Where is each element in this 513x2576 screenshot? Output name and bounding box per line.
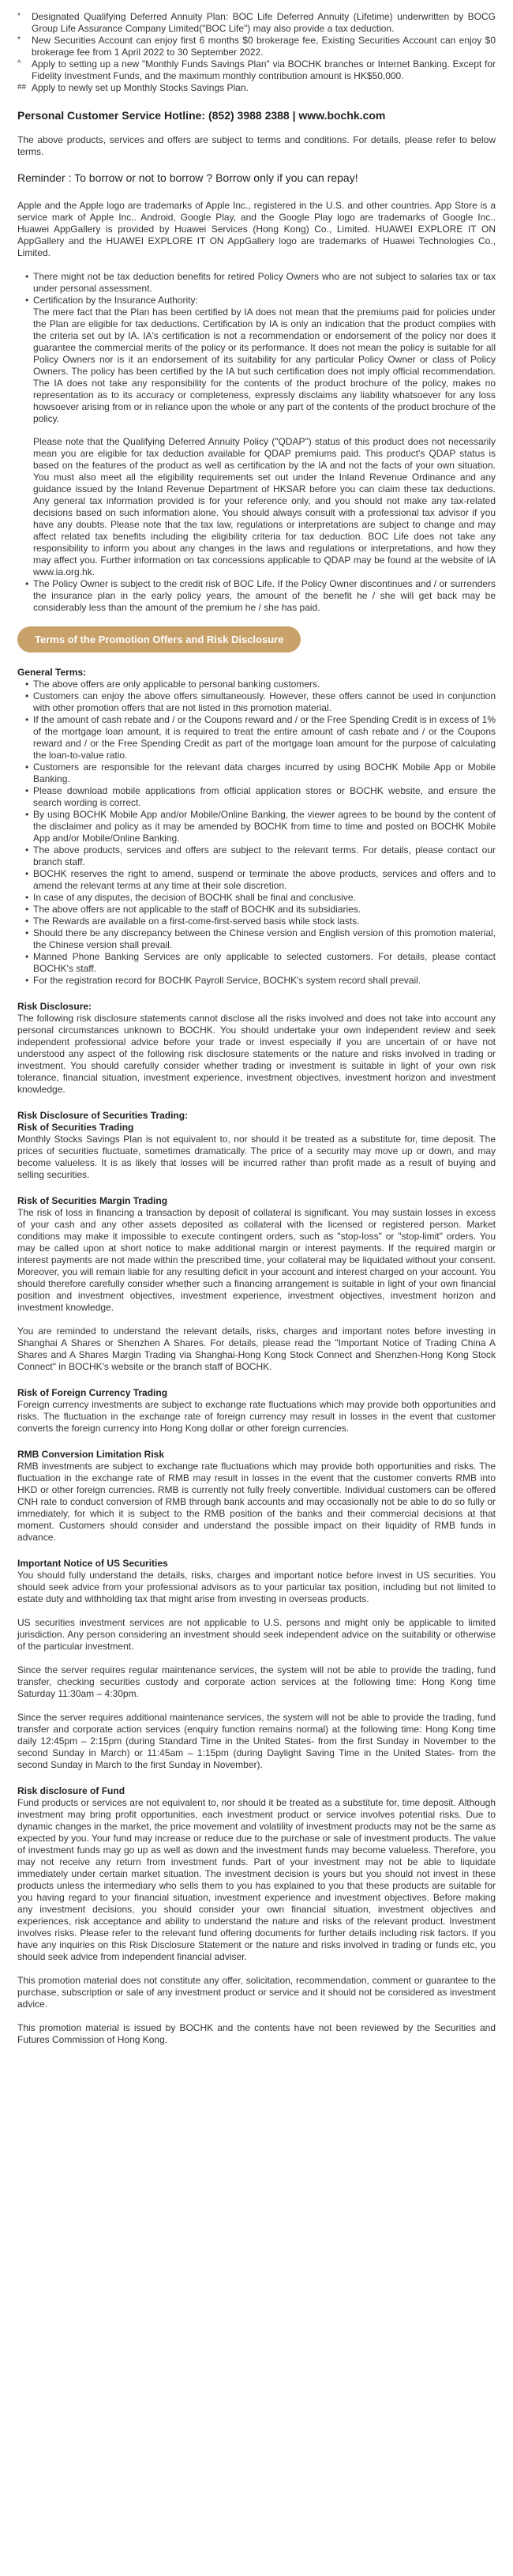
tax-notice-item [25, 295, 496, 578]
fund-risk-text: Fund products or services are not equivalent to, nor should it be treated as a substitute for, time deposit. Although investment may bring profit opportunities, each investment product or service involves potential risks. Due to dynamic changes in the market, the price movement and volatility of investment products may not be the same as expected by you. Your fund may increase or reduce due to the purchase or sale of investment products. The value of investment funds may go up as well as down and the investment funds may become valueless. Therefore, you may not receive any return from investment funds. Part of your investment may not be able to liquidate immediately under certain market situation. The investment decision is yours but you should not invest in these products unless the intermediary who sells them to you has explained to you that these products are suitable for you having regard to your financial situation, investment experience and investment objectives. Before making any investment decisions, you should consider your own financial situation, investment objectives and experiences, risk acceptance and ability to understand the nature and risks of the relevant product. Investment involves risks. Please refer to the relevant fund offering documents for further details including risk factors. If you have any inquiries on this Risk Disclosure Statement or the nature and risks involved in trading or funds etc, you should seek advice from independent financial adviser. [17, 1797, 496, 1962]
securities-risk-text: Monthly Stocks Savings Plan is not equivalent to, nor should it be treated as a substitute for, time deposit. The prices of securities fluctuate, sometimes dramatically. The price of a security may move up or down, and may become valueless. It is as likely that losses will be incurred rather than profit made as a result of buying and selling securities. [17, 1134, 496, 1180]
general-term-item: • The above offers are not applicable to the staff of BOCHK and its subsidiaries. [25, 904, 496, 916]
fund-risk-title: Risk disclosure of Fund [17, 1785, 125, 1796]
footnote-text: New Securities Account can enjoy first 6 months $0 brokerage fee, Existing Securities Account can enjoy $0 brokerage fee from 1 April 2022 to 30 September 2022. [32, 35, 496, 58]
terms-button-wrap [17, 625, 496, 667]
general-term-item: • The Rewards are available on a first-come-first-served basis while stock lasts. [25, 916, 496, 927]
terms-intro: The above products, services and offers are subject to terms and conditions. For details, please refer to below terms. [17, 134, 496, 157]
general-terms-list [17, 679, 496, 987]
us-maintenance-regular: Since the server requires regular maintenance services, the system will not be able to provide the trading, fund transfer, checking securities custody and corporate action services at the following time: Hong Kong time Saturday 11:30am – 4:30pm. [17, 1664, 496, 1699]
tax-notice-text: • There might not be tax deduction benefits for retired Policy Owners who are not subject to salaries tax or tax under personal assessment. [33, 271, 496, 294]
trademark-notice: Apple and the Apple logo are trademarks of Apple Inc., registered in the U.S. and other countries. App Store is a service mark of Apple Inc.. Android, Google Play, and the Google Play logo are trademarks of Google Inc.. Huawei AppGallery is provided by Huawei Services (Hong Kong) Co., Limited. HUAWEI EXPLORE IT ON AppGallery and the HUAWEI EXPLORE IT ON AppGallery logo are trademarks of Huawei Technologies Co., Limited. [17, 200, 496, 258]
margin-risk-text: The risk of loss in financing a transaction by deposit of collateral is significant. You may sustain losses in excess of your cash and any other assets deposited as collateral with the licensed or registered person. Market conditions may make it impossible to execute contingent orders, such as "stop-loss" or "stop-limit" orders. You may be called upon at short notice to make additional margin or interest payments. If the required margin or interest payments are not made within the prescribed time, your collateral may be liquidated without your consent. Moreover, you will remain liable for any resulting deficit in your account and interest charged on your account. You should therefore carefully consider whether such a financing arrangement is suitable in light of your own financial position and investment objectives, investment experience, investment objectives, investment horizon and investment knowledge. [17, 1207, 496, 1313]
general-term-item: • Manned Phone Banking Services are only applicable to selected customers. For details, please contact BOCHK's staff. [25, 951, 496, 975]
tax-notice-item [25, 578, 496, 614]
footnote-text: Apply to setting up a new "Monthly Funds Savings Plan" via BOCHK branches or Internet Banking. Except for Fidelity Investment Funds, and the maximum monthly contribution amount is HK$50,000. [32, 58, 496, 81]
general-term-item: • Please download mobile applications from official application stores or BOCHK website, and ensure the search wording is correct. [25, 785, 496, 809]
general-term-item: • The above products, services and offers are subject to the relevant terms. For details, please contact our branch staff. [25, 844, 496, 868]
risk-disclosure-text: The following risk disclosure statements cannot disclose all the risks involved and does not take into account any personal circumstances unknown to BOCHK. You should undertake your own independent review and seek independent professional advice before your trade or invest especially if you are uncertain of or have not understood any aspect of the following risk disclosure statements or the nature and risks involved in trading or investment. You should carefully consider whether trading or investment is suitable in light of your own risk tolerance, financial situation, investment experience, investment objectives, investment horizon and investment knowledge. [17, 1013, 496, 1095]
general-term-item: • In case of any disputes, the decision of BOCHK shall be final and conclusive. [25, 892, 496, 904]
china-a-shares-notice: You are reminded to understand the relevant details, risks, charges and important notes before investing in Shanghai A Shares or Shenzhen A Shares. For details, please read the "Important Notice of Trading China A Shares and A Shares Margin Trading via Shanghai-Hong Kong Stock Connect and Shenzhen-Hong Kong Stock Connect" in BOCHK's website or the branch staff of BOCHK. [17, 1326, 496, 1372]
general-term-item: • If the amount of cash rebate and / or the Coupons reward and / or the Free Spending Credit is in excess of 1% of the mortgage loan amount, it is required to treat the entire amount of cash rebate and / or the Coupons reward and / or the Free Spending Credit as part of the mortgage loan amount for the purpose of calculating the loan-to-value ratio. [25, 714, 496, 762]
general-term-item: • For the registration record for BOCHK Payroll Service, BOCHK's system record shall prevail. [25, 975, 496, 987]
general-term-item: • Should there be any discrepancy between the Chinese version and English version of this promotion material, the Chinese version shall prevail. [25, 927, 496, 951]
us-securities-applicability: US securities investment services are not applicable to U.S. persons and might only be applicable to limited jurisdiction. Any person considering an investment should seek independent advice on the suitability or otherwise of the particular investment. [17, 1617, 496, 1652]
general-term-item: • Customers can enjoy the above offers simultaneously. However, these offers cannot be used in conjunction with other promotion offers that are not listed in this promotion material. [25, 690, 496, 714]
tax-notice-item [25, 271, 496, 295]
risk-disclosure-title: Risk Disclosure: [17, 1001, 92, 1012]
tax-notice-paragraph: The mere fact that the Plan has been certified by IA does not mean that the premiums paid for policies under the Plan are eligible for tax deductions. Certification by IA is only an indication that the product complies with the criteria set out by IA. IA's certification is not a recommendation or endorsement of the policy nor does it guarantee the commercial merits of the policy or its performance. It does not mean the policy is suitable for all Policy Owners nor is it an endorsement of its suitability for any particular Policy Owner or class of Policy Owners. The policy has been certified by the IA but such certification does not imply official recommendation. The IA does not take any responsibility for the contents of the product brochure of the policy, makes no representation as to its accuracy or completeness, expressly disclaims any liability whatsoever for any loss howsoever arising from or in reliance upon the whole or any part of the contents of the product brochure of the policy. [33, 306, 496, 424]
us-securities-title: Important Notice of US Securities [17, 1558, 168, 1569]
footnote-item [17, 82, 496, 94]
rmb-risk-title: RMB Conversion Limitation Risk [17, 1449, 165, 1460]
tax-notice-text: • The Policy Owner is subject to the credit risk of BOC Life. If the Policy Owner discontinues and / or surrenders the insurance plan in the early policy years, the amount of the benefit he / she will get back may be considerably less than the amount of the premium he / she has paid. [33, 578, 496, 613]
general-term-item: • The above offers are only applicable to personal banking customers. [25, 679, 496, 690]
footnote-text: Apply to newly set up Monthly Stocks Savings Plan. [32, 82, 249, 93]
borrow-reminder: Reminder : To borrow or not to borrow ? Borrow only if you can repay! [17, 171, 358, 184]
general-term-item: • By using BOCHK Mobile App and/or Mobile/Online Banking, the viewer agrees to be bound by the content of the disclaimer and policy as it may be amended by BOCHK from time to time and posted on BOCHK Mobile App and/or Mobile/Online Banking. [25, 809, 496, 844]
footnotes [17, 11, 496, 94]
footnote-mark: * [17, 36, 21, 44]
footnote-mark: ## [17, 83, 27, 92]
tax-notice-list [17, 271, 496, 614]
general-term-item: • BOCHK reserves the right to amend, suspend or terminate the above products, services and offers and to amend the relevant terms at any time at their sole discretion. [25, 868, 496, 892]
general-terms-title: General Terms: [17, 667, 87, 678]
rmb-risk-text: RMB investments are subject to exchange rate fluctuations which may provide both opportunities and risks. The fluctuation in the exchange rate of RMB may result in losses in the event that the customer converts RMB into HKD or other foreign currencies. RMB is currently not fully freely convertible. Individual customers can be offered CNH rate to conduct conversion of RMB through bank accounts and may occasionally not be able to do so fully or immediately, for which it is subject to the RMB position of the banks and their commercial decisions at that moment. Customers should consider and understand the possible impact on their liquidity of RMB funds in advance. [17, 1461, 496, 1543]
footnote-text: Designated Qualifying Deferred Annuity Plan: BOC Life Deferred Annuity (Lifetime) underwritten by BOCG Group Life Assurance Company Limited("BOC Life") may also provide a tax deduction. [32, 11, 496, 34]
fx-risk-title: Risk of Foreign Currency Trading [17, 1387, 168, 1398]
footnote-item [17, 11, 496, 35]
footnote-item [17, 58, 496, 82]
terms-risk-disclosure-button[interactable]: Terms of the Promotion Offers and Risk Disclosure [17, 626, 301, 652]
us-securities-text: You should fully understand the details, risks, charges and important notice before invest in US securities. You should seek advice from your professional advisors as to your particular tax position, including but not limited to estate duty and withholding tax that might arise from investing in overseas products. [17, 1570, 496, 1604]
footnote-item [17, 35, 496, 58]
tax-notice-text: • Certification by the Insurance Authority: [33, 295, 198, 306]
securities-risk-subtitle: Risk of Securities Trading [17, 1122, 134, 1133]
closing-disclaimer: This promotion material does not constitute any offer, solicitation, recommendation, comment or guarantee to the purchase, subscription or sale of any investment product or service and it should not be considered as investment advice. [17, 1975, 496, 2010]
margin-risk-title: Risk of Securities Margin Trading [17, 1195, 168, 1206]
tax-notice-paragraph: Please note that the Qualifying Deferred Annuity Policy ("QDAP") status of this product does not necessarily mean you are eligible for tax deduction available for QDAP premiums paid. This product's QDAP status is based on the features of the product as well as certification by the IA and not the facts of your own situation. You must also meet all the eligibility requirements set out under the Inland Revenue Ordinance and any guidance issued by the Inland Revenue Department of HKSAR before you can claim these tax deductions. Any general tax information provided is for your reference only, and you should not make any tax-related decisions based on such information alone. You should always consult with a professional tax advisor if you have any doubts. Please note that the tax law, regulations or interpretations are subject to change and may affect related tax benefits including the eligibility criteria for tax deduction. BOC Life does not take any responsibility to inform you about any changes in the laws and regulations or interpretations, and how they may affect you. Further information on tax concessions applicable to QDAP may be found at the website of IA www.ia.org.hk. [33, 436, 496, 577]
securities-risk-title: Risk Disclosure of Securities Trading: [17, 1110, 189, 1121]
issuer-notice: This promotion material is issued by BOCHK and the contents have not been reviewed by the Securities and Futures Commission of Hong Kong. [17, 2022, 496, 2045]
fx-risk-text: Foreign currency investments are subject to exchange rate fluctuations which may provide both opportunities and risks. The fluctuation in the exchange rate of foreign currency may result in losses in the event that customer converts the foreign currency into Hong Kong dollar or other foreign currencies. [17, 1399, 496, 1434]
general-term-item: • Customers are responsible for the relevant data charges incurred by using BOCHK Mobile App or Mobile Banking. [25, 762, 496, 785]
us-maintenance-additional: Since the server requires additional maintenance services, the system will not be able to provide the trading, fund transfer and corporate action services (enquiry function remains normal) at the following time: Hong Kong time daily 12:45pm – 2:15pm (during Standard Time in the United States- from the first Sunday in November to the second Sunday in March) or 11:45am – 1:15pm (during Daylight Saving Time in the United States- from the second Sunday in March to the first Sunday in November). [17, 1712, 496, 1770]
service-hotline: Personal Customer Service Hotline: (852) 3988 2388 | www.bochk.com [17, 109, 386, 122]
footnote-mark: * [17, 12, 21, 21]
footnote-mark: ^ [17, 59, 21, 68]
